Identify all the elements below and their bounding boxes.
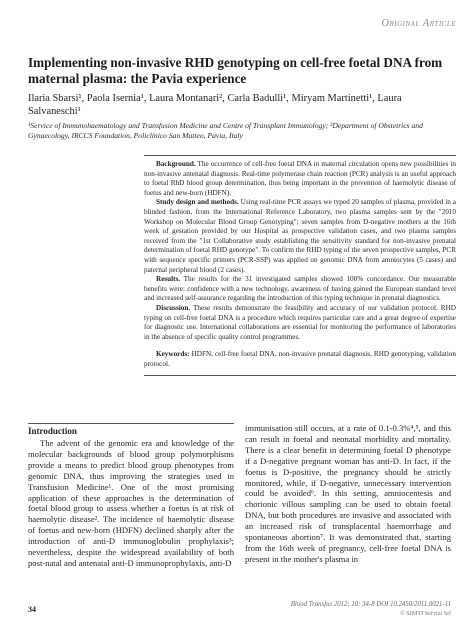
right-column xyxy=(245,423,451,565)
introduction-continued-text: immunisation still occurs, at a rate of 0.1-0.3%⁴,⁵, and this can result in foetal and neonatal morbidity and mortality. There is a clear benefit in determining foetal D phenotype if a D-negative pregnant woman has anti-D. In fact, if the foetus is D-positive, the pregnancy should be strictly monitored, while, if D-negative, unnecessary intervention could be avoided⁶. In this setting, amniocentesis and chorionic villous sampling can be used to obtain foetal DNA, but both procedures are invasive and associated with an increased risk of transplacental haemorrhage and spontaneous abortion⁷. It was demonstrated that, starting from the 16th week of pregnancy, cell-free foetal DNA is present in the mother's plasma in xyxy=(245,423,451,564)
keywords-text: HDFN, cell-free foetal DNA, non-invasive prenatal diagnosis, RHD genotyping, validation protocol. xyxy=(144,350,456,368)
page-number: 34 xyxy=(28,605,36,614)
section-label: Original Article xyxy=(381,18,456,29)
results-text: The results for the 31 investigated samples showed 100% concordance. Our measurable benefits were: confidence with a new technology, awareness of having gained the European standard level and increased self-assurance regarding the introduction of this typing technique in prenatal diagnostics. xyxy=(144,275,457,303)
abstract xyxy=(144,155,456,376)
discussion-label: Discussion. xyxy=(156,303,191,312)
results-label: Results. xyxy=(156,275,181,284)
journal-citation: Blood Transfus 2012; 10: 34-8 DOI 10.2450/2011.0021-11 xyxy=(290,601,451,608)
author-list: Ilaria Sbarsi¹, Paola Isernia¹, Laura Montanari², Carla Badulli¹, Miryam Martinetti¹, Laura Salvaneschi¹ xyxy=(28,93,402,117)
background-text: The occurrence of cell-free foetal DNA in maternal circulation opens new possibilities in non-invasive antenatal diagnosis. Real-time polymerase chain reaction (PCR) analysis is an useful approach to foetal RhD blood group determination, thus being important in the prevention of haemolytic disease of foetus and new-born (HDFN). xyxy=(144,160,456,197)
introduction-text: The advent of the genomic era and knowledge of the molecular backgrounds of blood group polymorphisms provide a means to predict blood group phenotypes from genomic DNA, thus improving the strategies used in Transfusion Medicine¹. One of the most promising application of these approaches is the determination of foetal blood group to assess whether a foetus is at risk of haemolytic disease². The incidence of haemolytic disease of foetus and new-born (HDFN) declined sharply after the introduction of anti-D immunoglobulin prophylaxis³; nevertheless, despite the widespread availability of both post-natal and antenatal anti-D immunoprophylaxis, anti-D xyxy=(28,438,234,568)
left-column xyxy=(28,423,234,569)
abstract-results xyxy=(144,275,456,304)
affiliations: ¹Service of Immunohaematology and Transfusion Medicine and Centre of Transplant Immunology; ²Department of Obstetrics and Gynaecology, IRCCS Foundation, Policlinico San Matteo, Pavia, Italy xyxy=(28,121,423,140)
methods-label: Study design and methods. xyxy=(156,198,239,207)
abstract-background xyxy=(144,160,456,198)
copyright: © SIMTI Servizi Srl xyxy=(400,610,451,617)
discussion-text: These results demonstrate the feasibility and accuracy of our validation protocol. RHD typing on cell-free foetal DNA is a procedure which requires particular care and a great degree of expertise for diagnostic use. International collaborations are essential for monitoring the performance of laboratories in the absence of specific quality control programmes. xyxy=(144,303,456,341)
article-title: Implementing non-invasive RHD genotyping on cell-free foetal DNA from maternal plasma: the Pavia experience xyxy=(28,55,443,86)
methods-text: Using real-time PCR assays we typed 20 samples of plasma, provided in a blinded fashion, from the International Reference Laboratory, two plasma samples sent by the "2010 Workshop on Molecular Blood Group Genotyping"; seven samples from D-negative mothers at the 16th week of gestation provided by our Hospital as prospective validation cases, and two plasma samples received from the "1st Collaborative study establishing the sensitivity standard for non-invasive prenatal determination of foetal RHD genotype". To confirm the RHD typing of the seven prospective samples, PCR with sequence specific primers (PCR-SSP) was applied on genomic DNA from amniocytes (5 cases) and paternal peripheral blood (2 cases). xyxy=(144,198,456,274)
keywords-label: Keywords: xyxy=(156,350,190,359)
background-label: Background. xyxy=(156,160,196,168)
abstract-methods xyxy=(144,198,456,275)
abstract-keywords xyxy=(144,350,456,369)
introduction-heading: Introduction xyxy=(28,423,234,436)
abstract-discussion xyxy=(144,304,456,342)
